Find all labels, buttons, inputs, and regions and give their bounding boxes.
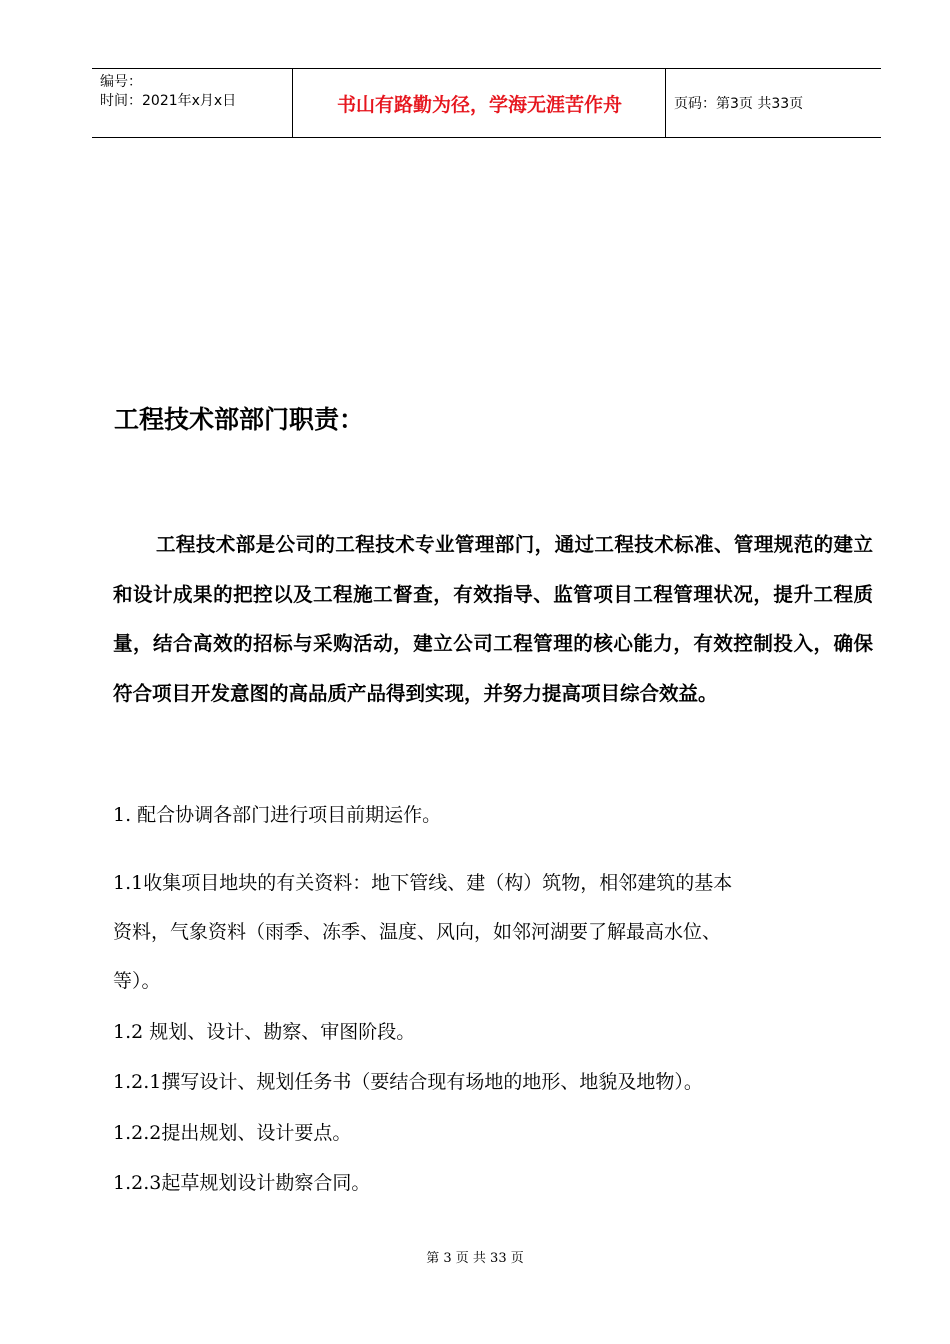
- page-footer: 第 3 页 共 33 页: [426, 1251, 524, 1266]
- list-item-1-2: 1.2 规划、设计、勘察、审图阶段。: [113, 1021, 416, 1043]
- list-item-1-1-cont: 等）。: [113, 970, 161, 992]
- number-label: 编号：: [100, 74, 142, 90]
- list-item-1: 1. 配合协调各部门进行项目前期运作。: [113, 804, 442, 826]
- list-item-1-2-1: 1.2.1撰写设计、规划任务书（要结合现有场地的地形、地貌及地物）。: [113, 1071, 703, 1093]
- header-motto: 书山有路勤为径，学海无涯苦作舟: [336, 93, 622, 116]
- document-header: [92, 68, 881, 138]
- list-item-1-1-cont: 资料，气象资料（雨季、冻季、温度、风向，如邻河湖要了解最高水位、: [113, 921, 722, 943]
- list-item-1-2-2: 1.2.2提出规划、设计要点。: [113, 1122, 352, 1144]
- intro-paragraph: 工程技术部是公司的工程技术专业管理部门，通过工程技术标准、管理规范的建立和设计成果的把控以及工程施工督查，有效指导、监管项目工程管理状况，提升工程质量，结合高效的招标与采购活动，建立公司工程管理的核心能力，有效控制投入，确保符合项目开发意图的高品质产品得到实现，并努力提高项目综合效益。: [113, 533, 873, 705]
- section-title: 工程技术部部门职责：: [114, 405, 365, 434]
- list-item-1-2-3: 1.2.3起草规划设计勘察合同。: [113, 1172, 371, 1194]
- list-item-1-1: 1.1收集项目地块的有关资料：地下管线、建（构）筑物，相邻建筑的基本: [113, 872, 733, 894]
- time-label: 时间：2021年x月x日: [100, 93, 237, 109]
- header-page-info: 页码：第3页 共33页: [674, 96, 804, 112]
- header-left: [100, 73, 236, 111]
